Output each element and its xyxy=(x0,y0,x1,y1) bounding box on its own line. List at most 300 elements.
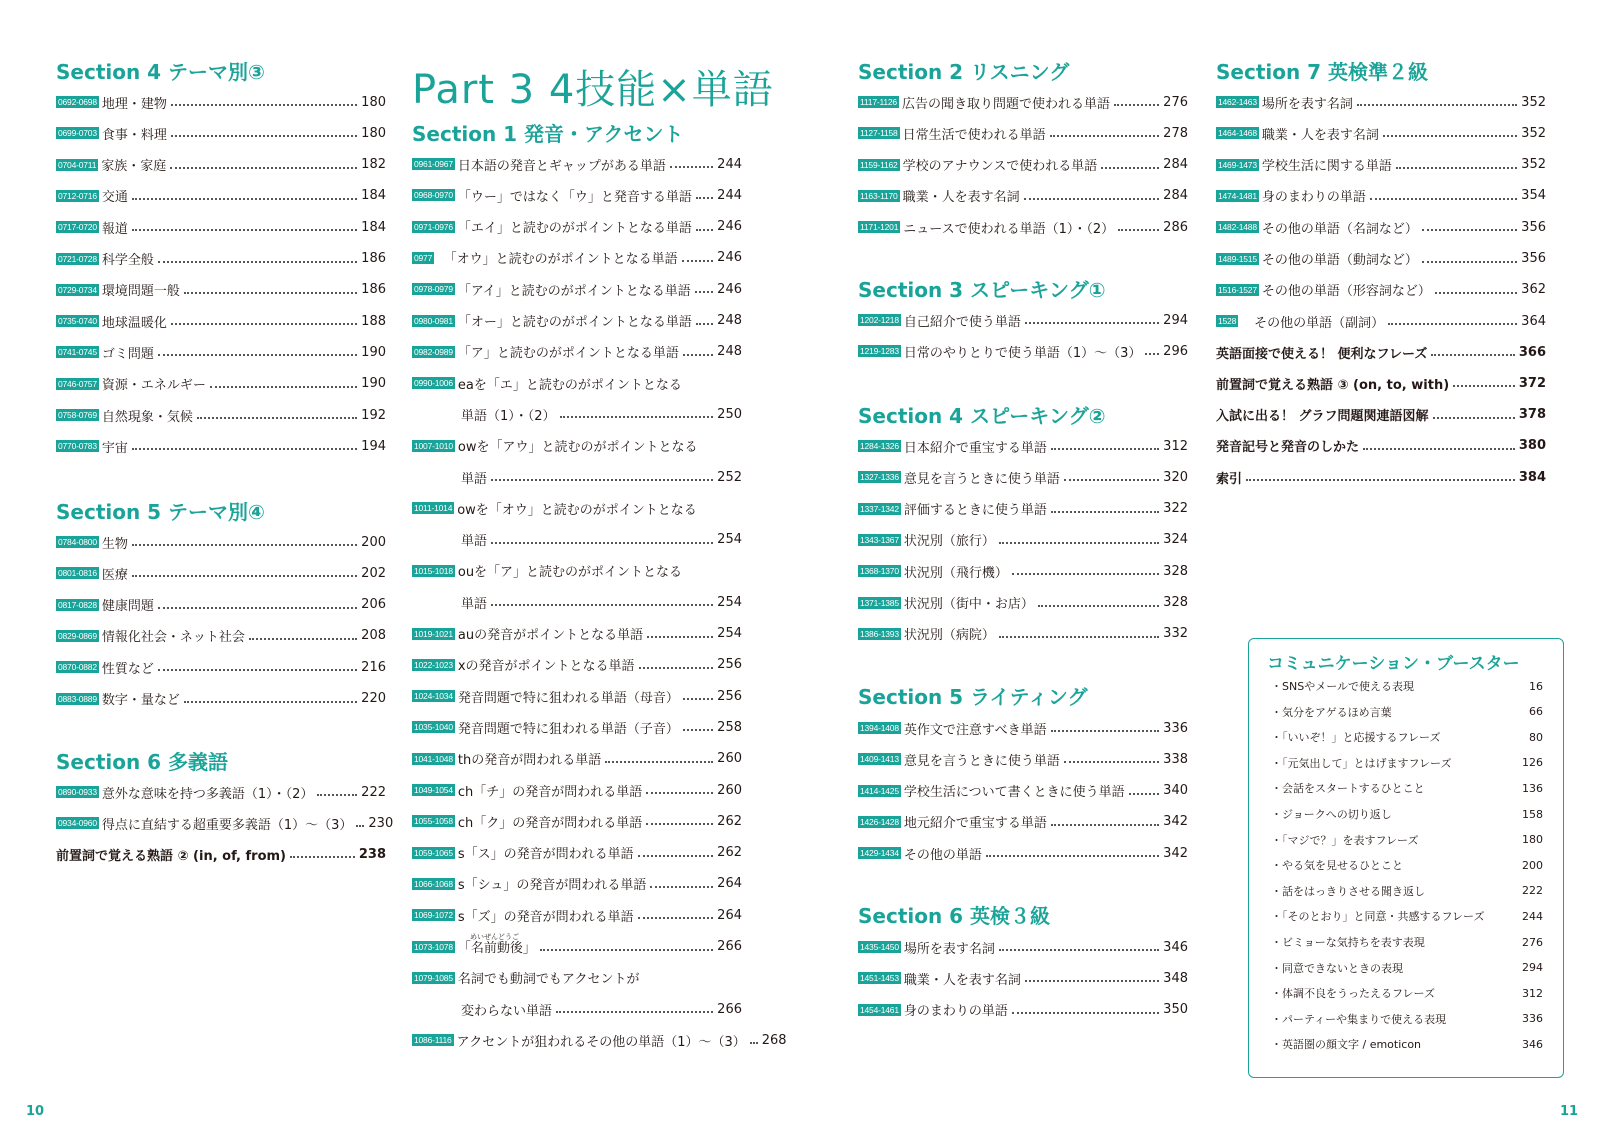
leader-dots xyxy=(210,386,357,388)
toc-entry xyxy=(412,561,742,581)
toc-entry xyxy=(858,593,1188,613)
number-range-badge: 0971-0976 xyxy=(414,221,453,232)
booster-label: ・会話をスタートするひとこと xyxy=(1271,782,1425,796)
leader-dots xyxy=(696,229,713,231)
leader-dots xyxy=(132,229,357,231)
number-range-badge: 1055-1058 xyxy=(414,816,453,827)
section-title: Section 3 スピーキング① xyxy=(858,278,1106,302)
leader-dots xyxy=(356,825,364,827)
booster-label: ・「いいぞ！」と応援するフレーズ xyxy=(1271,731,1441,745)
entry-label: 状況別（旅行） xyxy=(903,534,995,550)
leader-dots xyxy=(1051,824,1159,826)
part-title: Part 3 4技能×単語 xyxy=(412,67,774,113)
toc-entry xyxy=(56,689,386,709)
toc-entry xyxy=(412,248,742,268)
number-range-badge: 1528 xyxy=(1218,316,1237,327)
entry-page: 384 xyxy=(1518,469,1546,485)
toc-entry xyxy=(412,467,742,487)
toc-entry xyxy=(56,595,386,615)
entry-page: 332 xyxy=(1163,626,1188,642)
entry-label: 変わらない単語 xyxy=(461,1003,553,1019)
leader-dots xyxy=(605,761,713,763)
leader-dots xyxy=(1051,448,1159,450)
entry-label: 資源・エネルギー xyxy=(101,378,206,394)
number-range-badge: 1035-1040 xyxy=(414,722,453,733)
toc-entry xyxy=(56,342,386,362)
leader-dots xyxy=(670,166,713,168)
number-range-badge: 0746-0757 xyxy=(58,378,97,389)
entry-page: 246 xyxy=(717,250,742,266)
toc-entry xyxy=(412,498,742,518)
toc-entry xyxy=(412,404,742,424)
number-range-badge: 0990-1006 xyxy=(414,378,453,389)
entry-page: 324 xyxy=(1163,532,1188,548)
entry-label: owを「オウ」と読むのがポイントとなる xyxy=(457,502,697,518)
booster-item xyxy=(1271,984,1543,1002)
entry-page: 264 xyxy=(717,907,742,923)
booster-page: 200 xyxy=(1522,858,1543,872)
leader-dots xyxy=(491,542,713,544)
entry-page: 378 xyxy=(1518,407,1546,423)
leader-dots xyxy=(999,636,1159,638)
entry-page: 352 xyxy=(1521,125,1546,141)
leader-dots xyxy=(1025,322,1159,324)
entry-label: 地理・建物 xyxy=(101,96,167,112)
leader-dots xyxy=(999,542,1159,544)
number-range-badge: 0883-0889 xyxy=(58,693,97,704)
entry-page: 192 xyxy=(361,407,386,423)
leader-dots xyxy=(249,638,357,640)
number-range-badge: 0692-0698 xyxy=(58,97,97,107)
leader-dots xyxy=(317,794,357,796)
toc-entry xyxy=(56,405,386,425)
toc-entry xyxy=(858,310,1188,330)
entry-page: 184 xyxy=(361,188,386,204)
number-range-badge: 1117-1126 xyxy=(860,97,897,107)
entry-label: 英作文で注意すべき単語 xyxy=(903,722,1047,738)
toc-entry xyxy=(412,686,742,706)
number-range-badge: 1022-1023 xyxy=(414,659,453,670)
toc-entry xyxy=(858,781,1188,801)
entry-page: 262 xyxy=(717,813,742,829)
toc-entry xyxy=(1216,123,1546,143)
entry-page: 252 xyxy=(717,469,742,485)
leader-dots xyxy=(491,479,713,481)
toc-entry xyxy=(858,812,1188,832)
leader-dots xyxy=(132,575,357,577)
entry-label: 状況別（病院） xyxy=(903,628,995,644)
entry-page: 328 xyxy=(1163,595,1188,610)
toc-entry xyxy=(56,155,386,175)
entry-page: 256 xyxy=(717,688,742,704)
leader-dots xyxy=(132,448,357,450)
number-range-badge: 0980-0981 xyxy=(414,315,453,326)
entry-label: 名詞でも動詞でもアクセントが xyxy=(457,972,640,988)
entry-page: 246 xyxy=(717,281,742,297)
entry-label: 学校のアナウンスで使われる単語 xyxy=(902,159,1098,175)
booster-label: ・「マジで？」を表すフレーズ xyxy=(1271,833,1419,847)
toc-entry xyxy=(412,592,742,612)
entry-page: 266 xyxy=(717,1001,742,1017)
entry-page: 246 xyxy=(717,219,742,235)
toc-entry xyxy=(858,186,1188,206)
leader-dots xyxy=(638,917,714,919)
leader-dots xyxy=(1453,385,1515,387)
entry-label: その他の単語（副詞） xyxy=(1241,315,1385,331)
entry-label: 日本語の発音とギャップがある単語 xyxy=(457,158,666,174)
toc-entry xyxy=(858,123,1188,143)
toc-entry xyxy=(858,561,1188,581)
number-range-badge: 1086-1116 xyxy=(414,1035,452,1046)
leader-dots xyxy=(646,792,713,794)
booster-item xyxy=(1271,933,1543,951)
leader-dots xyxy=(1363,448,1515,450)
entry-label: 広告の聞き取り問題で使われる単語 xyxy=(901,96,1110,112)
booster-label: ・話をはっきりさせる聞き返し xyxy=(1271,884,1425,898)
section-title: Section 4 スピーキング② xyxy=(858,404,1106,428)
toc-entry xyxy=(56,217,386,237)
toc-entry xyxy=(412,937,742,957)
entry-page: 180 xyxy=(361,125,386,141)
entry-label: 意外な意味を持つ多義語（1）・（2） xyxy=(101,786,314,802)
toc-entry xyxy=(1216,217,1546,237)
entry-label: 単語（1）・（2） xyxy=(461,408,556,424)
entry-label: 発音記号と発音のしかた xyxy=(1216,440,1360,456)
number-range-badge: 0982-0989 xyxy=(414,346,453,357)
leader-dots xyxy=(1064,761,1159,763)
entry-label: 宇宙 xyxy=(101,440,128,456)
leader-dots xyxy=(158,354,357,356)
booster-label: ・やる気を見せるひとこと xyxy=(1271,859,1403,873)
number-range-badge: 1024-1034 xyxy=(414,691,453,702)
entry-label: 自然現象・気候 xyxy=(101,409,193,425)
toc-entry xyxy=(412,780,742,800)
toc-entry xyxy=(412,905,742,925)
leader-dots xyxy=(650,886,713,888)
leader-dots xyxy=(1357,104,1517,106)
entry-page: 350 xyxy=(1163,1002,1188,1018)
entry-page: 322 xyxy=(1163,501,1188,517)
entry-label: 「エイ」と読むのがポイントとなる単語 xyxy=(457,221,692,237)
number-range-badge: 0717-0720 xyxy=(58,222,97,233)
toc-entry xyxy=(1216,373,1546,393)
number-range-badge: 1386-1393 xyxy=(860,628,899,639)
entry-label: 環境問題一般 xyxy=(101,284,180,300)
number-range-badge: 1414-1425 xyxy=(860,785,899,796)
booster-page: 180 xyxy=(1522,833,1543,847)
entry-page: 250 xyxy=(717,406,742,422)
booster-item xyxy=(1271,1010,1543,1028)
entry-label: ch「チ」の発音が問われる単語 xyxy=(457,784,643,800)
entry-page: 256 xyxy=(717,657,742,673)
page-number-left: 10 xyxy=(26,1104,45,1119)
leader-dots xyxy=(683,354,713,356)
toc-entry xyxy=(412,717,742,737)
entry-label: 状況別（街中・お店） xyxy=(903,597,1034,612)
leader-dots xyxy=(682,260,714,262)
entry-label: 身のまわりの単語 xyxy=(1261,190,1366,206)
entry-page: 336 xyxy=(1163,720,1188,736)
entry-page: 186 xyxy=(361,251,386,266)
entry-page: 366 xyxy=(1518,344,1546,360)
number-range-badge: 1159-1162 xyxy=(860,159,898,170)
leader-dots xyxy=(1114,104,1159,106)
entry-label: s「シュ」の発音が問われる単語 xyxy=(457,878,647,894)
toc-entry xyxy=(858,217,1188,237)
entry-label: 「名前動後」 xyxy=(457,941,536,956)
number-range-badge: 0801-0816 xyxy=(58,568,97,579)
entry-label: 生物 xyxy=(101,536,128,552)
entry-label: auの発音がポイントとなる単語 xyxy=(457,628,644,643)
toc-entry xyxy=(56,782,386,802)
entry-label: 健康問題 xyxy=(101,599,154,615)
toc-entry xyxy=(56,311,386,331)
leader-dots xyxy=(646,823,713,825)
entry-page: 182 xyxy=(361,157,386,173)
section-title: Section 6 多義語 xyxy=(56,750,229,774)
entry-label: 身のまわりの単語 xyxy=(903,1004,1008,1020)
number-range-badge: 0735-0740 xyxy=(58,316,97,327)
toc-entry xyxy=(858,718,1188,738)
booster-label: ・気分をアゲるほめ言葉 xyxy=(1271,705,1392,719)
number-range-badge: 0784-0800 xyxy=(58,537,97,547)
entry-label: 日本紹介で重宝する単語 xyxy=(903,440,1047,456)
toc-entry xyxy=(412,968,742,988)
toc-entry xyxy=(858,624,1188,644)
leader-dots xyxy=(1050,135,1160,137)
entry-page: 340 xyxy=(1163,783,1188,799)
booster-item xyxy=(1271,703,1543,721)
toc-entry xyxy=(858,749,1188,769)
booster-page: 136 xyxy=(1522,781,1543,795)
toc-entry xyxy=(412,999,742,1019)
section-title: Section 6 英検３級 xyxy=(858,904,1051,928)
section-title: Section 1 発音・アクセント xyxy=(412,122,684,146)
leader-dots xyxy=(1433,417,1515,419)
booster-item xyxy=(1271,1035,1543,1053)
entry-page: 352 xyxy=(1521,94,1546,110)
entry-page: 348 xyxy=(1163,970,1188,986)
number-range-badge: 1489-1515 xyxy=(1218,253,1257,264)
entry-page: 320 xyxy=(1163,469,1188,485)
toc-entry xyxy=(412,373,742,393)
entry-label: 意見を言うときに使う単語 xyxy=(903,471,1060,487)
toc-entry xyxy=(412,530,742,550)
toc-entry xyxy=(56,813,394,833)
entry-label: 医療 xyxy=(101,567,128,583)
number-range-badge: 1127-1158 xyxy=(860,128,898,139)
entry-page: 230 xyxy=(368,815,394,831)
leader-dots xyxy=(184,701,357,703)
leader-dots xyxy=(132,544,357,546)
toc-entry xyxy=(412,874,742,894)
entry-page: 266 xyxy=(717,939,742,954)
leader-dots xyxy=(750,1042,758,1044)
number-range-badge: 1019-1021 xyxy=(414,628,453,639)
entry-label: ニュースで使われる単語（1）・（2） xyxy=(903,221,1115,237)
leader-dots xyxy=(1038,605,1159,607)
toc-entry xyxy=(56,374,386,394)
entry-label: 学校生活に関する単語 xyxy=(1261,159,1392,175)
toc-entry xyxy=(858,467,1188,487)
booster-label: ・「そのとおり」と同意・共感するフレーズ xyxy=(1271,910,1485,924)
entry-page: 278 xyxy=(1163,125,1188,141)
entry-label: 「アイ」と読むのがポイントとなる単語 xyxy=(457,283,691,299)
leader-dots xyxy=(556,1011,713,1013)
entry-label: 地元紹介で重宝する単語 xyxy=(903,816,1047,832)
toc-entry xyxy=(1216,186,1546,206)
section-title: Section 5 テーマ別④ xyxy=(56,500,265,524)
entry-page: 254 xyxy=(717,532,742,548)
leader-dots xyxy=(1370,198,1517,200)
booster-label: ・パーティーや集まりで使える表現 xyxy=(1271,1012,1447,1026)
booster-item xyxy=(1271,677,1543,695)
entry-page: 180 xyxy=(361,94,386,110)
entry-label: 家族・家庭 xyxy=(101,159,167,175)
entry-page: 362 xyxy=(1521,282,1546,298)
entry-page: 312 xyxy=(1163,438,1188,454)
entry-label: 科学全般 xyxy=(101,253,154,268)
booster-label: ・英語圏の顔文字 / emoticon xyxy=(1271,1038,1422,1052)
entry-label: s「ズ」の発音が問われる単語 xyxy=(457,909,634,925)
number-range-badge: 0758-0769 xyxy=(58,410,97,420)
leader-dots xyxy=(1064,479,1159,481)
number-range-badge: 1059-1065 xyxy=(414,847,453,858)
leader-dots xyxy=(158,669,357,671)
entry-label: 「ウー」ではなく「ウ」と発音する単語 xyxy=(457,189,692,205)
leader-dots xyxy=(696,197,713,199)
leader-dots xyxy=(1422,229,1517,231)
booster-item xyxy=(1271,728,1543,746)
toc-entry xyxy=(1216,155,1546,175)
booster-item xyxy=(1271,754,1543,772)
entry-page: 188 xyxy=(361,313,386,329)
number-range-badge: 0729-0734 xyxy=(58,284,97,295)
entry-label: s「ス」の発音が問われる単語 xyxy=(457,847,634,863)
number-range-badge: 1462-1463 xyxy=(1218,97,1257,107)
entry-label: 性質など xyxy=(101,661,154,677)
number-range-badge: 0741-0745 xyxy=(58,347,97,358)
entry-page: 284 xyxy=(1163,188,1188,204)
booster-page: 16 xyxy=(1529,679,1543,693)
number-range-badge: 0890-0933 xyxy=(58,787,97,797)
leader-dots xyxy=(1246,479,1515,481)
booster-page: 276 xyxy=(1522,935,1543,949)
entry-page: 262 xyxy=(717,845,742,861)
entry-page: 354 xyxy=(1521,188,1546,204)
leader-dots xyxy=(158,261,357,263)
toc-entry xyxy=(56,123,386,143)
leader-dots xyxy=(1129,793,1160,795)
number-range-badge: 0770-0783 xyxy=(58,441,97,452)
toc-entry xyxy=(412,279,742,299)
entry-label: ch「ク」の発音が問われる単語 xyxy=(457,815,643,831)
leader-dots xyxy=(1024,198,1160,200)
entry-page: 352 xyxy=(1521,157,1546,173)
toc-entry xyxy=(858,530,1188,550)
booster-page: 80 xyxy=(1529,730,1543,744)
leader-dots xyxy=(184,292,357,294)
entry-label: 「オウ」と読むのがポイントとなる単語 xyxy=(437,252,678,268)
number-range-badge: 1049-1054 xyxy=(414,785,453,795)
number-range-badge: 1015-1018 xyxy=(414,565,453,576)
booster-label: ・「元気出して」とはげますフレーズ xyxy=(1271,756,1452,770)
entry-page: 248 xyxy=(717,313,742,328)
number-range-badge: 0829-0869 xyxy=(58,630,97,641)
entry-page: 184 xyxy=(361,219,386,235)
entry-label: 「ア」と読むのがポイントとなる単語 xyxy=(457,346,679,362)
entry-page: 208 xyxy=(361,628,386,644)
entry-label: 数字・量など xyxy=(101,693,180,708)
number-range-badge: 0712-0716 xyxy=(58,190,97,201)
leader-dots xyxy=(1051,511,1159,513)
section-title: Section 5 ライティング xyxy=(858,685,1088,709)
booster-page: 294 xyxy=(1522,961,1543,975)
number-range-badge: 0968-0970 xyxy=(414,190,453,201)
toc-entry xyxy=(412,843,742,863)
booster-page: 66 xyxy=(1529,705,1543,719)
entry-label: 職業・人を表す名詞 xyxy=(903,972,1021,988)
entry-page: 258 xyxy=(717,719,742,735)
toc-entry xyxy=(1216,92,1546,112)
leader-dots xyxy=(197,417,357,419)
number-range-badge: 1171-1201 xyxy=(860,222,899,233)
entry-page: 190 xyxy=(361,376,386,392)
entry-page: 194 xyxy=(361,438,386,454)
number-range-badge: 1327-1336 xyxy=(860,472,899,483)
entry-page: 220 xyxy=(361,691,386,706)
leader-dots xyxy=(696,323,713,325)
entry-page: 206 xyxy=(361,597,386,613)
toc-entry xyxy=(56,844,386,864)
number-range-badge: 1343-1367 xyxy=(860,534,899,545)
booster-label: ・ジョークへの切り返し xyxy=(1271,808,1392,821)
number-range-badge: 1284-1326 xyxy=(860,441,899,451)
section-title: Section 7 英検準２級 xyxy=(1216,60,1429,84)
leader-dots xyxy=(171,135,357,137)
entry-page: 260 xyxy=(717,751,742,767)
leader-dots xyxy=(171,323,357,325)
entry-label: 日常のやりとりで使う単語（1）〜（3） xyxy=(903,345,1142,361)
booster-item xyxy=(1271,831,1543,849)
entry-page: 202 xyxy=(361,565,386,581)
booster-label: ・体調不良をうったえるフレーズ xyxy=(1271,987,1436,1001)
number-range-badge: 1202-1218 xyxy=(860,315,899,325)
leader-dots xyxy=(1145,353,1159,355)
number-range-badge: 0817-0828 xyxy=(58,599,97,610)
number-range-badge: 1482-1488 xyxy=(1218,222,1257,233)
leader-dots xyxy=(638,855,714,857)
entry-label: その他の単語（動詞など） xyxy=(1261,253,1418,268)
entry-label: 単語 xyxy=(461,534,488,550)
toc-entry xyxy=(858,341,1188,361)
booster-page: 158 xyxy=(1522,807,1543,821)
number-range-badge: 0961-0967 xyxy=(414,159,453,169)
booster-page: 312 xyxy=(1522,986,1543,1000)
leader-dots xyxy=(986,855,1159,857)
entry-page: 260 xyxy=(717,782,742,798)
entry-label: 自己紹介で使う単語 xyxy=(903,314,1021,330)
booster-label: ・ビミョーな気持ちを表す表現 xyxy=(1271,936,1425,949)
section-title: Section 2 リスニング xyxy=(858,60,1070,84)
entry-label: 発音問題で特に狙われる単語（母音） xyxy=(457,690,679,706)
entry-label: 前置詞で覚える熟語 ② (in, of, from) xyxy=(56,848,287,864)
leader-dots xyxy=(1012,1012,1159,1014)
entry-page: 342 xyxy=(1163,814,1188,830)
number-range-badge: 1219-1283 xyxy=(860,346,899,357)
toc-entry xyxy=(1216,280,1546,300)
booster-item xyxy=(1271,959,1543,977)
